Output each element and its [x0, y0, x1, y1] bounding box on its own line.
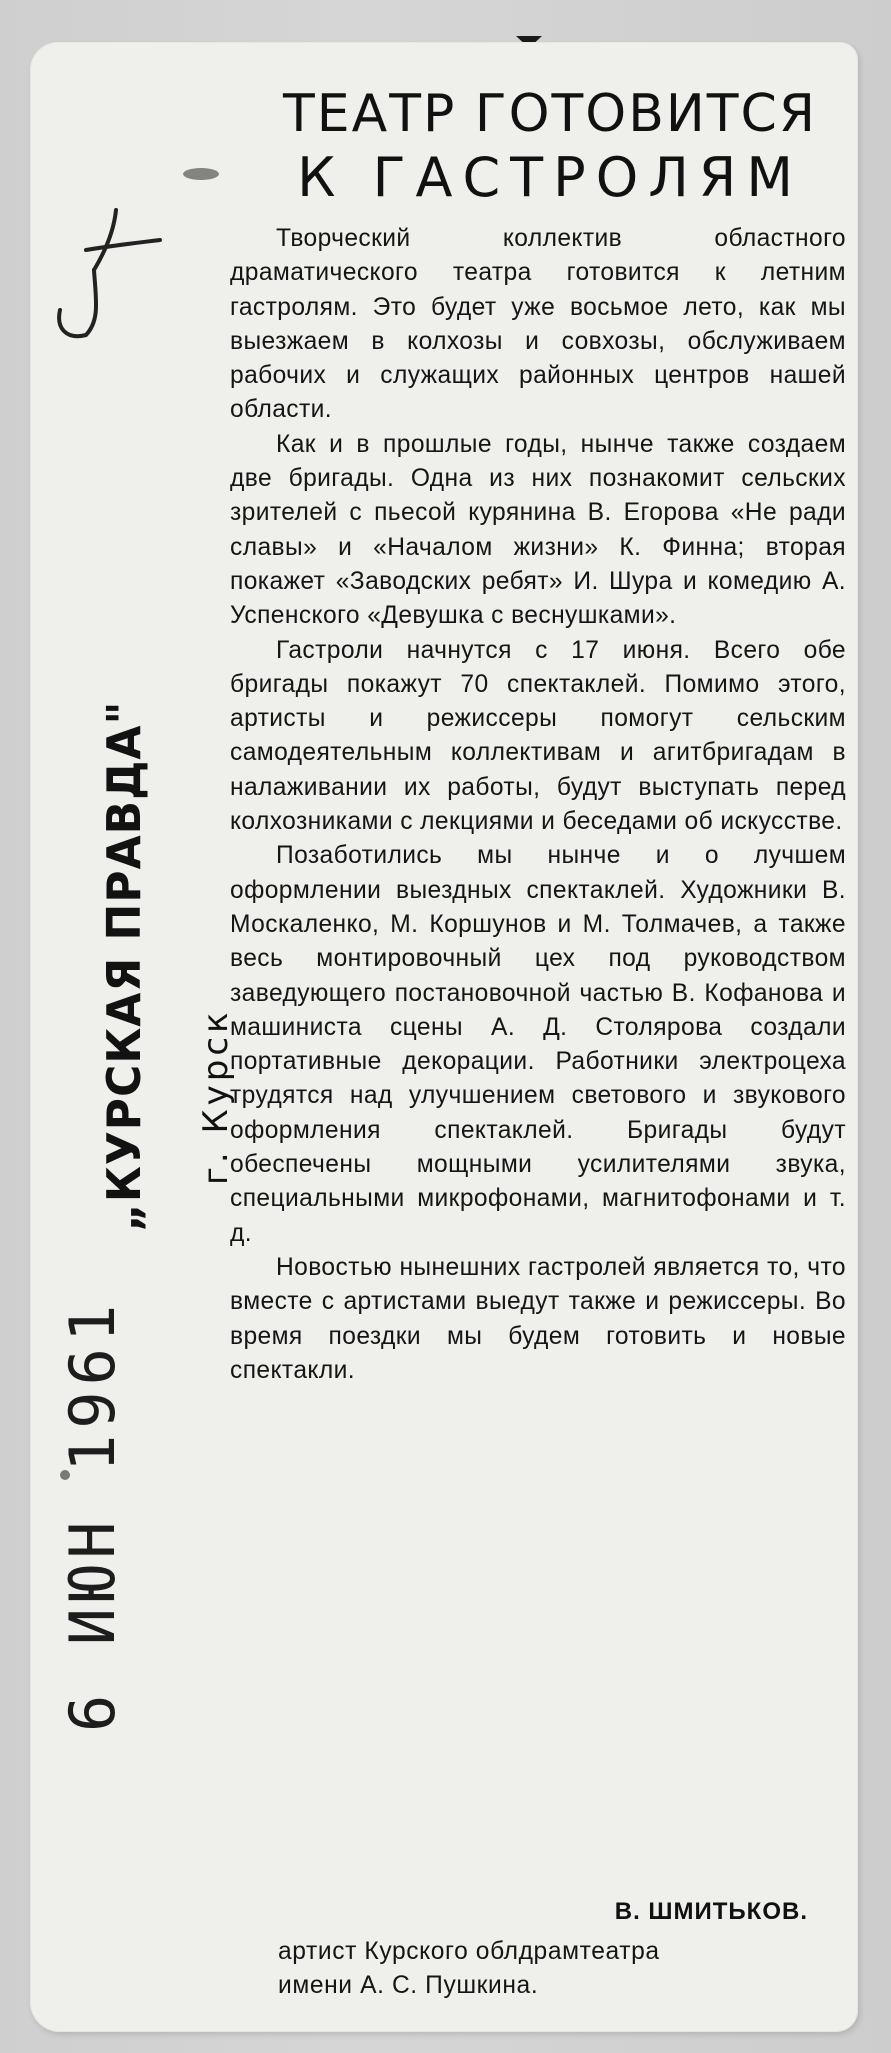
city-stamp: г. Курск — [196, 1008, 236, 1185]
headline-line-1: ТЕАТР ГОТОВИТСЯ — [283, 84, 817, 144]
article-headline — [270, 82, 830, 210]
date-stamp: 6 ИЮН 1961 — [56, 1298, 129, 1732]
handwritten-number-mark — [56, 190, 166, 340]
article-paragraph: Гастроли начнутся с 17 июня. Всего обе бригады покажут 70 спектаклей. Помимо этого, артисты и режиссеры помогут сельским самодеятельным коллективам и агитбригадам в налаживании их работы, будут выступать перед колхозниками с лекциями и беседами об искусстве. — [230, 636, 846, 836]
ink-smudge — [183, 168, 219, 180]
article-paragraph: Новостью нынешних гастролей является то, что вместе с артистами выедут также и режиссеры. Во время поездки мы будем готовить и новые спектакли. — [230, 1253, 846, 1384]
article-paragraph: Как и в прошлые годы, нынче также создаем две бригады. Одна из них познакомит сельских зрителей с пьесой курянина В. Егорова «Не ради славы» и «Началом жизни» К. Финна; вторая покажет «Заводских ребят» И. Шура и комедию А. Успенского «Девушка с веснушками». — [230, 430, 846, 630]
article-body — [230, 222, 846, 1388]
newspaper-name-stamp: „КУРСКАЯ ПРАВДА" — [98, 700, 152, 1232]
article-paragraph: Позаботились мы нынче и о лучшем оформлении выездных спектаклей. Художники В. Москаленко, М. Коршунов и М. Толмачев, а также весь монтировочный цех под руководством заведующего постановочной частью В. Кофанова и машиниста сцены А. Д. Столярова создали портативные декорации. Работники электроцеха трудятся над улучшением светового и звукового оформления спектаклей. Бригады будут обеспечены мощными усилителями звука, специальными микрофонами, магнитофонами и т. д. — [230, 842, 846, 1247]
affiliation-line-2: имени А. С. Пушкина. — [278, 1972, 539, 1999]
author-signature: В. ШМИТЬКОВ. — [614, 1898, 808, 1925]
author-affiliation — [278, 1935, 838, 2003]
affiliation-line-1: артист Курского облдрамтеатра — [278, 1938, 660, 1965]
headline-line-2: К ГАСТРОЛЯМ — [297, 146, 803, 209]
article-paragraph: Творческий коллектив областного драматического театра готовится к летним гастролям. Это будет уже восьмое лето, как мы выезжаем в колхозы и совхозы, обслуживаем рабочих и служащих районных центров нашей области. — [230, 225, 846, 424]
